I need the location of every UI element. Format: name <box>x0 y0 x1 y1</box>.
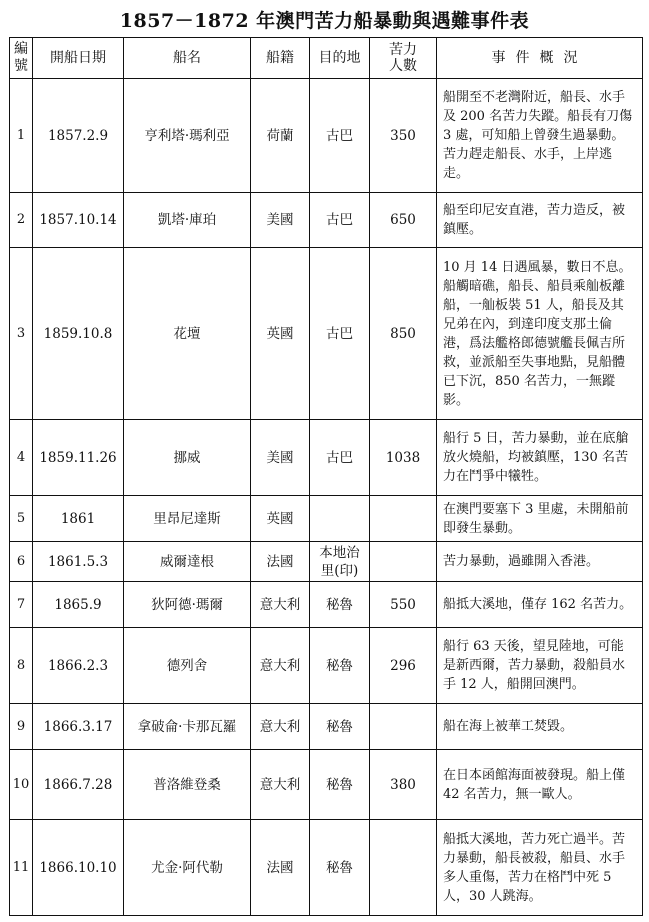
table-row <box>10 820 643 916</box>
table-row <box>10 496 643 542</box>
header-event: 事件概況 <box>437 38 643 79</box>
row-no: 10 <box>10 750 33 820</box>
row-ship: 普洛維登桑 <box>124 750 251 820</box>
table-row <box>10 79 643 193</box>
row-ship: 拿破侖·卡那瓦羅 <box>124 704 251 750</box>
row-no: 7 <box>10 582 33 628</box>
row-no: 8 <box>10 628 33 704</box>
row-event: 10 月 14 日遇風暴，數日不息。船觸暗礁，船長、船員乘舢板離船，一舢板裝 51 人，船長及其兄弟在內，到達印度支那土倫港，爲法艦格郎德號艦長佩吉所救，並派船至失事地點，見船體已下沉，850 名苦力，一無蹤影。 <box>437 248 643 420</box>
table-row <box>10 628 643 704</box>
row-coolies: 296 <box>370 628 437 704</box>
row-coolies: 380 <box>370 750 437 820</box>
row-event: 船在海上被華工焚毀。 <box>437 704 643 750</box>
row-date: 1866.7.28 <box>33 750 124 820</box>
row-flag: 法國 <box>251 820 310 916</box>
page-title: 1857－1872 年澳門苦力船暴動與遇難事件表 <box>119 10 530 32</box>
row-destination: 秘魯 <box>310 628 370 704</box>
row-ship: 挪威 <box>124 420 251 496</box>
header-no: 編 號 <box>10 38 33 79</box>
header-coolies: 苦力 人數 <box>370 38 437 79</box>
table-row <box>10 193 643 248</box>
row-no: 9 <box>10 704 33 750</box>
row-flag: 美國 <box>251 420 310 496</box>
row-no: 6 <box>10 542 33 582</box>
row-date: 1861.5.3 <box>33 542 124 582</box>
row-coolies <box>370 542 437 582</box>
row-flag: 英國 <box>251 496 310 542</box>
table-row <box>10 248 643 420</box>
table-row <box>10 750 643 820</box>
row-destination: 古巴 <box>310 248 370 420</box>
row-coolies <box>370 704 437 750</box>
row-date: 1859.11.26 <box>33 420 124 496</box>
row-no: 11 <box>10 820 33 916</box>
header-row <box>10 38 643 79</box>
row-flag: 意大利 <box>251 704 310 750</box>
row-coolies: 1038 <box>370 420 437 496</box>
row-coolies <box>370 496 437 542</box>
table-row <box>10 582 643 628</box>
row-destination: 秘魯 <box>310 820 370 916</box>
row-flag: 法國 <box>251 542 310 582</box>
header-date: 開船日期 <box>33 38 124 79</box>
row-destination: 古巴 <box>310 79 370 193</box>
row-ship: 狄阿德·瑪爾 <box>124 582 251 628</box>
row-coolies: 850 <box>370 248 437 420</box>
row-date: 1857.10.14 <box>33 193 124 248</box>
row-destination: 古巴 <box>310 420 370 496</box>
row-ship: 尤金·阿代勒 <box>124 820 251 916</box>
row-flag: 意大利 <box>251 628 310 704</box>
row-date: 1866.10.10 <box>33 820 124 916</box>
row-flag: 荷蘭 <box>251 79 310 193</box>
row-no: 5 <box>10 496 33 542</box>
row-destination: 古巴 <box>310 193 370 248</box>
row-flag: 意大利 <box>251 582 310 628</box>
header-ship: 船名 <box>124 38 251 79</box>
row-event: 在澳門要塞下 3 里處，未開船前即發生暴動。 <box>437 496 643 542</box>
row-coolies: 650 <box>370 193 437 248</box>
row-ship: 威爾達根 <box>124 542 251 582</box>
row-flag: 意大利 <box>251 750 310 820</box>
row-ship: 花壇 <box>124 248 251 420</box>
incident-table <box>9 37 643 916</box>
row-ship: 里昂尼達斯 <box>124 496 251 542</box>
row-destination: 本地治 里(印) <box>310 542 370 582</box>
row-no: 3 <box>10 248 33 420</box>
row-date: 1866.2.3 <box>33 628 124 704</box>
row-ship: 亨利塔·瑪利亞 <box>124 79 251 193</box>
row-flag: 美國 <box>251 193 310 248</box>
row-event: 船行 5 日，苦力暴動，並在底艙放火燒船，均被鎮壓，130 名苦力在鬥爭中犧牲。 <box>437 420 643 496</box>
row-date: 1865.9 <box>33 582 124 628</box>
row-event: 船抵大溪地，苦力死亡過半。苦力暴動，船長被殺，船員、水手多人重傷，苦力在格鬥中死 5 人，30 人跳海。 <box>437 820 643 916</box>
table-row <box>10 542 643 582</box>
row-no: 4 <box>10 420 33 496</box>
table-row <box>10 420 643 496</box>
row-no: 2 <box>10 193 33 248</box>
row-event: 船開至不老灣附近，船長、水手及 200 名苦力失蹤。船長有刀傷 3 處，可知船上曾發生過暴動。苦力趕走船長、水手，上岸逃走。 <box>437 79 643 193</box>
row-event: 船行 63 天後，望見陸地，可能是新西爾，苦力暴動，殺船員水手 12 人，船開回澳門。 <box>437 628 643 704</box>
row-date: 1866.3.17 <box>33 704 124 750</box>
row-event: 在日本函館海面被發現。船上僅 42 名苦力，無一歐人。 <box>437 750 643 820</box>
row-event: 船抵大溪地，僅存 162 名苦力。 <box>437 582 643 628</box>
row-ship: 德列舍 <box>124 628 251 704</box>
row-event: 苦力暴動，過雖開入香港。 <box>437 542 643 582</box>
row-coolies: 350 <box>370 79 437 193</box>
row-destination: 秘魯 <box>310 582 370 628</box>
row-coolies: 550 <box>370 582 437 628</box>
header-destination: 目的地 <box>310 38 370 79</box>
row-flag: 英國 <box>251 248 310 420</box>
row-destination <box>310 496 370 542</box>
row-destination: 秘魯 <box>310 750 370 820</box>
row-date: 1859.10.8 <box>33 248 124 420</box>
row-date: 1857.2.9 <box>33 79 124 193</box>
table-row <box>10 704 643 750</box>
row-no: 1 <box>10 79 33 193</box>
header-flag: 船籍 <box>251 38 310 79</box>
row-destination: 秘魯 <box>310 704 370 750</box>
row-coolies <box>370 820 437 916</box>
row-event: 船至印尼安直港，苦力造反，被鎮壓。 <box>437 193 643 248</box>
row-date: 1861 <box>33 496 124 542</box>
row-ship: 凱塔·庫珀 <box>124 193 251 248</box>
